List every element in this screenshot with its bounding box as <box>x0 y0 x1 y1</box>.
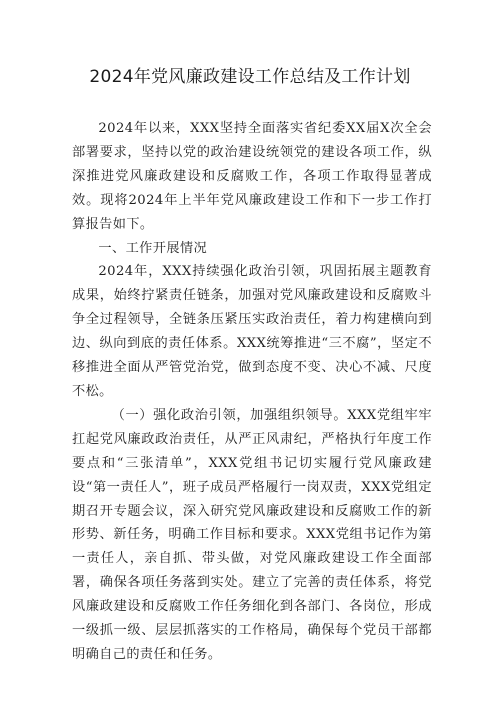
section-one-paragraph: 2024年，XXX持续强化政治引领，巩固拓展主题教育成果，始终拧紧责任链条，加强对党风廉政建设和反腐败斗争全过程领导，全链条压紧压实政治责任，着力构建横向到边、纵向到底的责任体系。XXX统筹推进“三不腐”，坚定不移推进全面从严管党治党，做到态度不变、决心不减、尺度不松。 <box>72 264 432 399</box>
intro-paragraph: 2024年以来，XXX坚持全面落实省纪委XX届X次全会部署要求，坚持以党的政治建设统领党的建设各项工作，纵深推进党风廉政建设和反腐败工作，各项工作取得显著成效。现将2024年上半年党风廉政建设工作和下一步工作打算报告如下。 <box>72 121 432 232</box>
document-title: 2024年党风廉政建设工作总结及工作计划 <box>89 67 411 87</box>
section-one-heading: 一、工作开展情况 <box>98 240 208 256</box>
subsection-one-paragraph: （一）强化政治引领，加强组织领导。XXX党组牢牢扛起党风廉政政治责任，从严正风肃纪，严格执行年度工作要点和“三张清单”，XXX党组书记切实履行党风廉政建设“第一责任人”，班子成员严格履行一岗双责，XXX党组定期召开专题会议，深入研究党风廉政建设和反腐败工作的新形势、新任务，明确工作目标和要求。XXX党组书记作为第一责任人，亲自抓、带头做，对党风廉政建设工作全面部署，确保各项任务落到实处。建立了完善的责任体系，将党风廉政建设和反腐败工作任务细化到各部门、各岗位，形成一级抓一级、层层抓落实的工作格局，确保每个党员干部都明确自己的责任和任务。 <box>72 407 432 662</box>
document-body <box>72 117 432 667</box>
